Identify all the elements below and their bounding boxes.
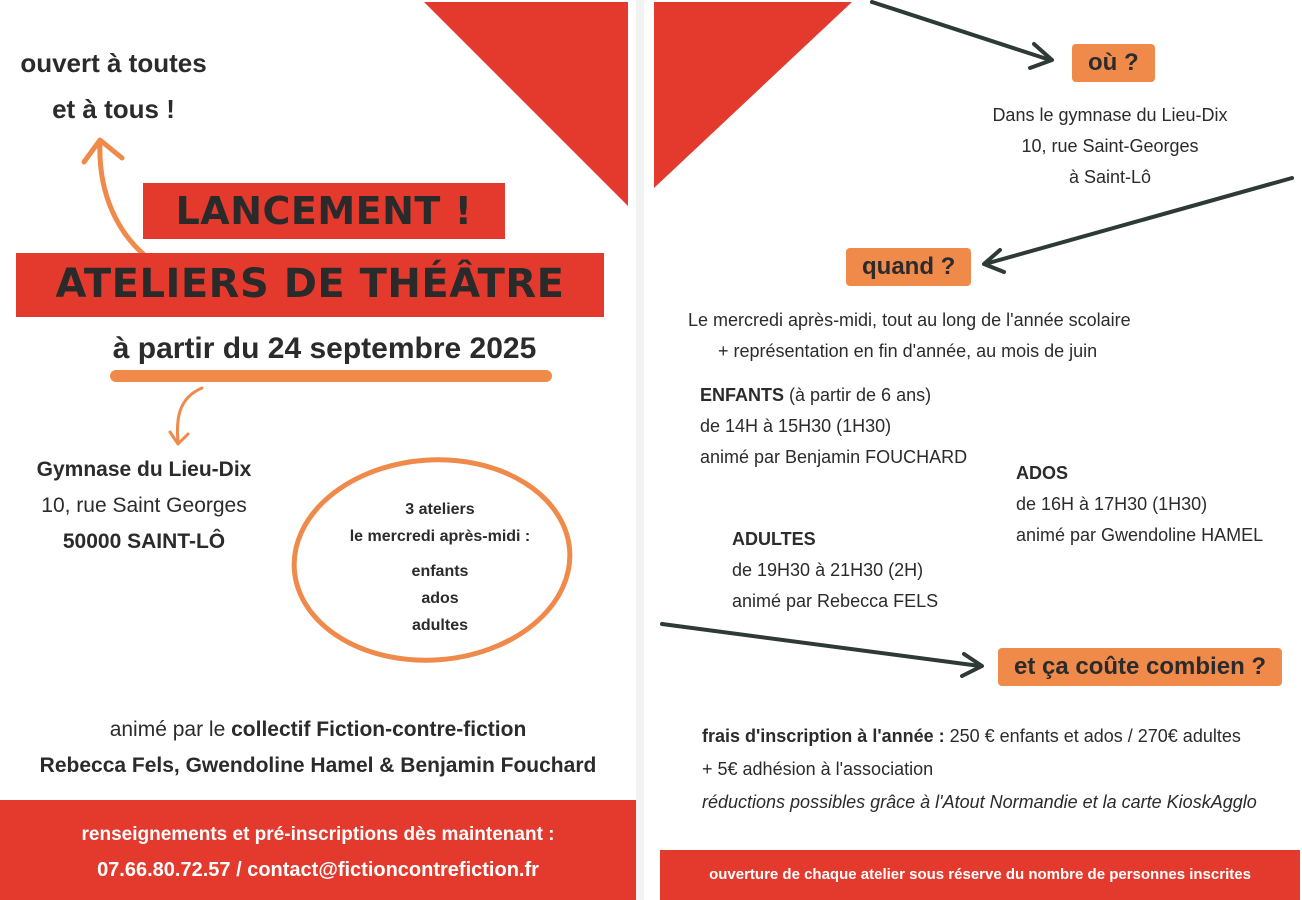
ou-label: où ?: [1072, 44, 1155, 82]
ouvert-line-2: et à tous !: [52, 94, 175, 124]
ados-title: ADOS: [1016, 463, 1069, 483]
frais-value: 250 € enfants et ados / 270€ adultes: [944, 726, 1241, 746]
cout-label: et ça coûte combien ?: [998, 648, 1282, 686]
frais-line: [702, 720, 1257, 753]
enfants-heading: [700, 380, 967, 411]
ou-line-3: à Saint-Lô: [1068, 167, 1152, 187]
enfants-time: de 14H à 15H30 (1H30): [700, 416, 892, 436]
arrow-to-ou-icon: [872, 2, 1050, 60]
adultes-block: [732, 524, 938, 617]
animators-names: Rebecca Fels, Gwendoline Hamel & Benjamin Fouchard: [39, 754, 597, 777]
enfants-age: (à partir de 6 ans): [784, 385, 932, 405]
address-venue: Gymnase du Lieu-Dix: [36, 458, 252, 481]
quand-text: [688, 305, 1131, 367]
arrow-to-cout-icon: [662, 624, 980, 666]
quand-line-2: + représentation en fin d'année, au mois de juin: [718, 341, 1098, 361]
group-adultes: adultes: [411, 617, 468, 634]
tarifs-block: [702, 720, 1257, 819]
ou-text: [970, 100, 1250, 193]
ateliers-when: le mercredi après-midi :: [349, 528, 531, 545]
frais-label: frais d'inscription à l'année :: [702, 726, 945, 746]
anime-prefix: animé par le: [109, 718, 232, 741]
start-date: à partir du 24 septembre 2025: [112, 332, 537, 365]
group-ados: ados: [421, 590, 459, 607]
ados-time: de 16H à 17H30 (1H30): [1016, 494, 1208, 514]
adultes-animator: animé par Rebecca FELS: [732, 591, 939, 611]
collectif-name: collectif Fiction-contre-fiction: [231, 718, 527, 741]
enfants-animator: animé par Benjamin FOUCHARD: [700, 447, 968, 467]
adultes-title: ADULTES: [732, 529, 816, 549]
ados-block: [1016, 458, 1263, 551]
quand-label: quand ?: [846, 248, 971, 286]
address-city: 50000 SAINT-LÔ: [62, 530, 226, 553]
ou-line-1: Dans le gymnase du Lieu-Dix: [992, 105, 1228, 125]
enfants-block: [700, 380, 967, 473]
ou-line-2: 10, rue Saint-Georges: [1021, 136, 1199, 156]
reductions-line: réductions possibles grâce à l'Atout Normandie et la carte KioskAgglo: [702, 792, 1257, 812]
contact-line-1: renseignements et pré-inscriptions dès maintenant :: [81, 824, 555, 845]
ouvert-line-1: ouvert à toutes: [20, 48, 207, 78]
reserve-banner: ouverture de chaque atelier sous réserve du nombre de personnes inscrites: [660, 850, 1300, 900]
group-enfants: enfants: [411, 563, 469, 580]
ateliers-title: ATELIERS DE THÉÂTRE: [55, 261, 565, 307]
lancement-title: LANCEMENT !: [175, 189, 473, 233]
enfants-title: ENFANTS: [700, 385, 785, 405]
ateliers-count: 3 ateliers: [405, 501, 475, 518]
ados-animator: animé par Gwendoline HAMEL: [1016, 525, 1264, 545]
quand-line-1: Le mercredi après-midi, tout au long de l'année scolaire: [688, 310, 1131, 330]
contact-line-2[interactable]: 07.66.80.72.57 / contact@fictioncontrefiction.fr: [97, 859, 539, 881]
adhesion-line: + 5€ adhésion à l'association: [702, 759, 934, 779]
adultes-time: de 19H30 à 21H30 (2H): [732, 560, 924, 580]
address-street: 10, rue Saint Georges: [41, 494, 247, 517]
